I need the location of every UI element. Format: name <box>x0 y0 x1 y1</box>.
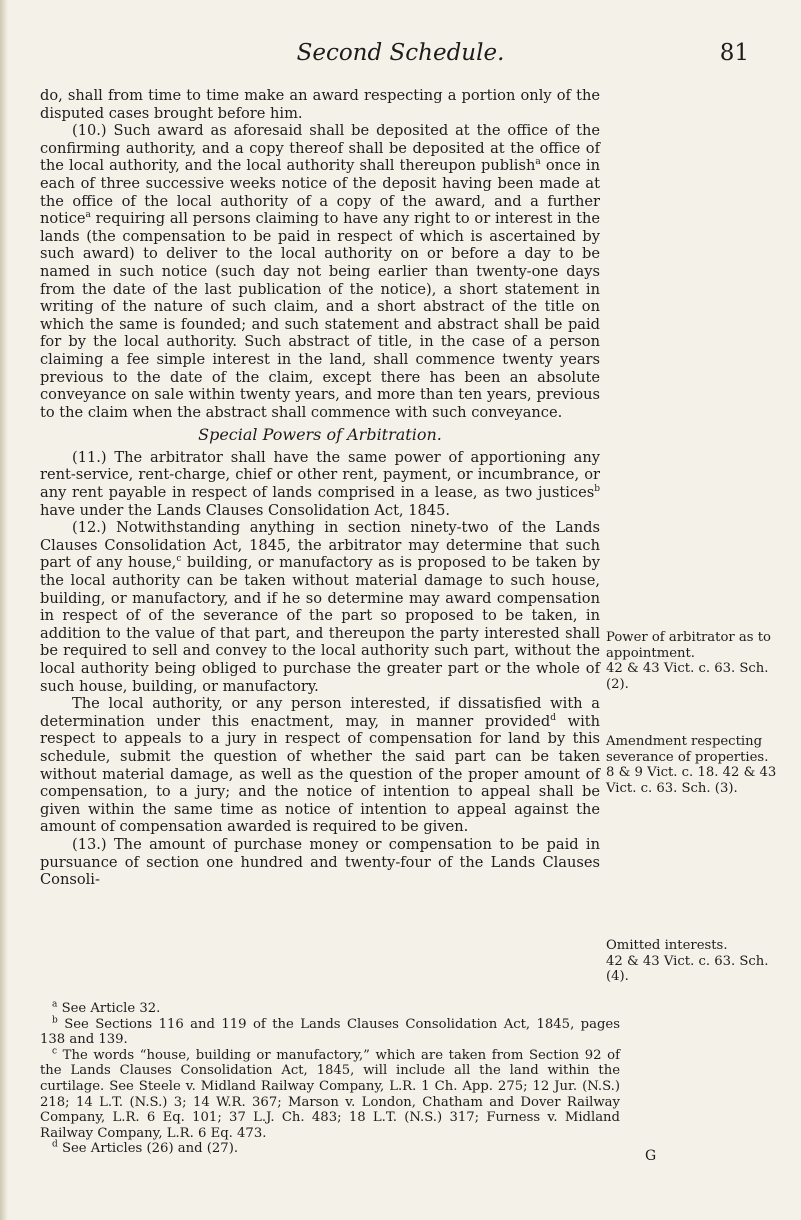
margin-note-power: Power of arbitrator as to appointment. 42 & 43 Vict. c. 63. Sch. (2). <box>606 630 771 692</box>
paragraph-10: (10.) Such award as aforesaid shall be deposited at the office of the confirming authority, and a copy thereof shall be deposited at the office of the local authority, and the local authority shall thereupon publish$^a$ once in each of three successive weeks notice of the deposit having been made at the office of the local authority of a copy of the award, and a further notice$^a$ requiring all persons claiming to have any right to or interest in the lands (the compensation to be paid in respect of which is ascertained by such award) to deliver to the local authority on or before a day to be named in such notice (such day not being earlier than twenty-one days from the date of the last publication of the notice), a short statement in writing of the nature of such claim, and a short abstract of the title on which the same is founded; and such statement and abstract shall be paid for by the local authority. Such abstract of title, in the case of a person claiming a fee simple interest in the land, shall commence twenty years previous to the date of the claim, except there has been an absolute conveyance on sale within twenty years, and more than ten years, previous to the claim when the abstract shall commence with such conveyance. <box>40 122 601 421</box>
footnotes <box>40 1001 620 1157</box>
paragraph-12: (12.) Notwithstanding anything in section ninety-two of the Lands Clauses Consolidation Act, 1845, the arbitrator may determine that such part of any house,$^c$ building, or manufactory as is proposed to be taken by the local authority can be taken without material damage to such house, building, or manufactory, and if he so determine may award compensation in respect of of the severance of the part so proposed to be taken, in addition to the value of that part, and thereupon the party interested shall be required to sell and convey to the local authority such part, without the local authority being obliged to purchase the greater part or the whole of such house, building, or manufactory. <box>40 519 600 695</box>
paragraph-continuation: do, shall from time to time make an award respecting a portion only of the disputed cases brought before him. <box>40 87 600 122</box>
paragraph-11: (11.) The arbitrator shall have the same power of apportioning any rent-service, rent-charge, chief or other rent, payment, or incumbrance, or any rent payable in respect of lands comprised in a lease, as two justices$^b$ have under the Lands Clauses Consolidation Act, 1845. <box>40 448 600 519</box>
paragraph-13: (13.) The amount of purchase money or compensation to be paid in pursuance of section one hundred and twenty-four of the Lands Clauses Consoli- <box>40 835 600 889</box>
paragraph-12-appeal: The local authority, or any person interested, if dissatisfied with a determination under this enactment, may, in manner provided$^d$ with respect to appeals to a jury in respect of compensation for land by this schedule, submit the question of whether the said part can be taken without material damage, as well as the question of the proper amount of compensation, to a jury; and the notice of intention to appeal shall be given within the same time as notice of intention to appeal against the amount of compensation awarded is required to be given. <box>40 695 600 836</box>
footnote-b: $^b$ See Sections 116 and 119 of the Lands Clauses Consolidation Act, 1845, pages 138 and 139. <box>40 1015 620 1048</box>
footnote-ref-c: c <box>176 554 182 565</box>
footnote-d: $^d$ See Articles (26) and (27). <box>52 1139 239 1157</box>
signature-mark: G <box>645 1148 657 1164</box>
page-header <box>0 40 801 70</box>
footnote-ref-d: d <box>550 712 556 723</box>
section-heading: Special Powers of Arbitration. <box>198 425 442 445</box>
running-title: Second Schedule. <box>296 40 505 66</box>
footnote-ref-a: a <box>85 210 91 221</box>
footnote-c: $^c$ The words “house, building or manufactory,” which are taken from Section 92 of the Lands Clauses Consolidation Act, 1845, will include all the land within the curtilage. See Steele v. Midland Railway Company, L.R. 1 Ch. App. 275; 12 Jur. (N.S.) 218; 14 L.T. (N.S.) 3; 14 W.R. 367; Marson v. London, Chatham and Dover Railway Company, L.R. 6 Eq. 101; 37 L.J. Ch. 483; 18 L.T. (N.S.) 317; Furness v. Midland Railway Company, L.R. 6 Eq. 473. <box>40 1046 620 1141</box>
main-text <box>40 87 600 889</box>
page-gutter-shadow <box>0 0 8 1220</box>
footnote-a: $^a$ See Article 32. <box>52 999 161 1016</box>
margin-note-omitted: Omitted interests. 42 & 43 Vict. c. 63. Sch. (4). <box>606 938 769 985</box>
footnote-ref-a: a <box>535 157 541 168</box>
footnote-ref-b: b <box>594 484 600 495</box>
margin-note-amendment: Amendment respecting severance of properties. 8 & 9 Vict. c. 18. 42 & 43 Vict. c. 63. Sch. (3). <box>606 734 777 796</box>
page-number: 81 <box>719 40 749 66</box>
